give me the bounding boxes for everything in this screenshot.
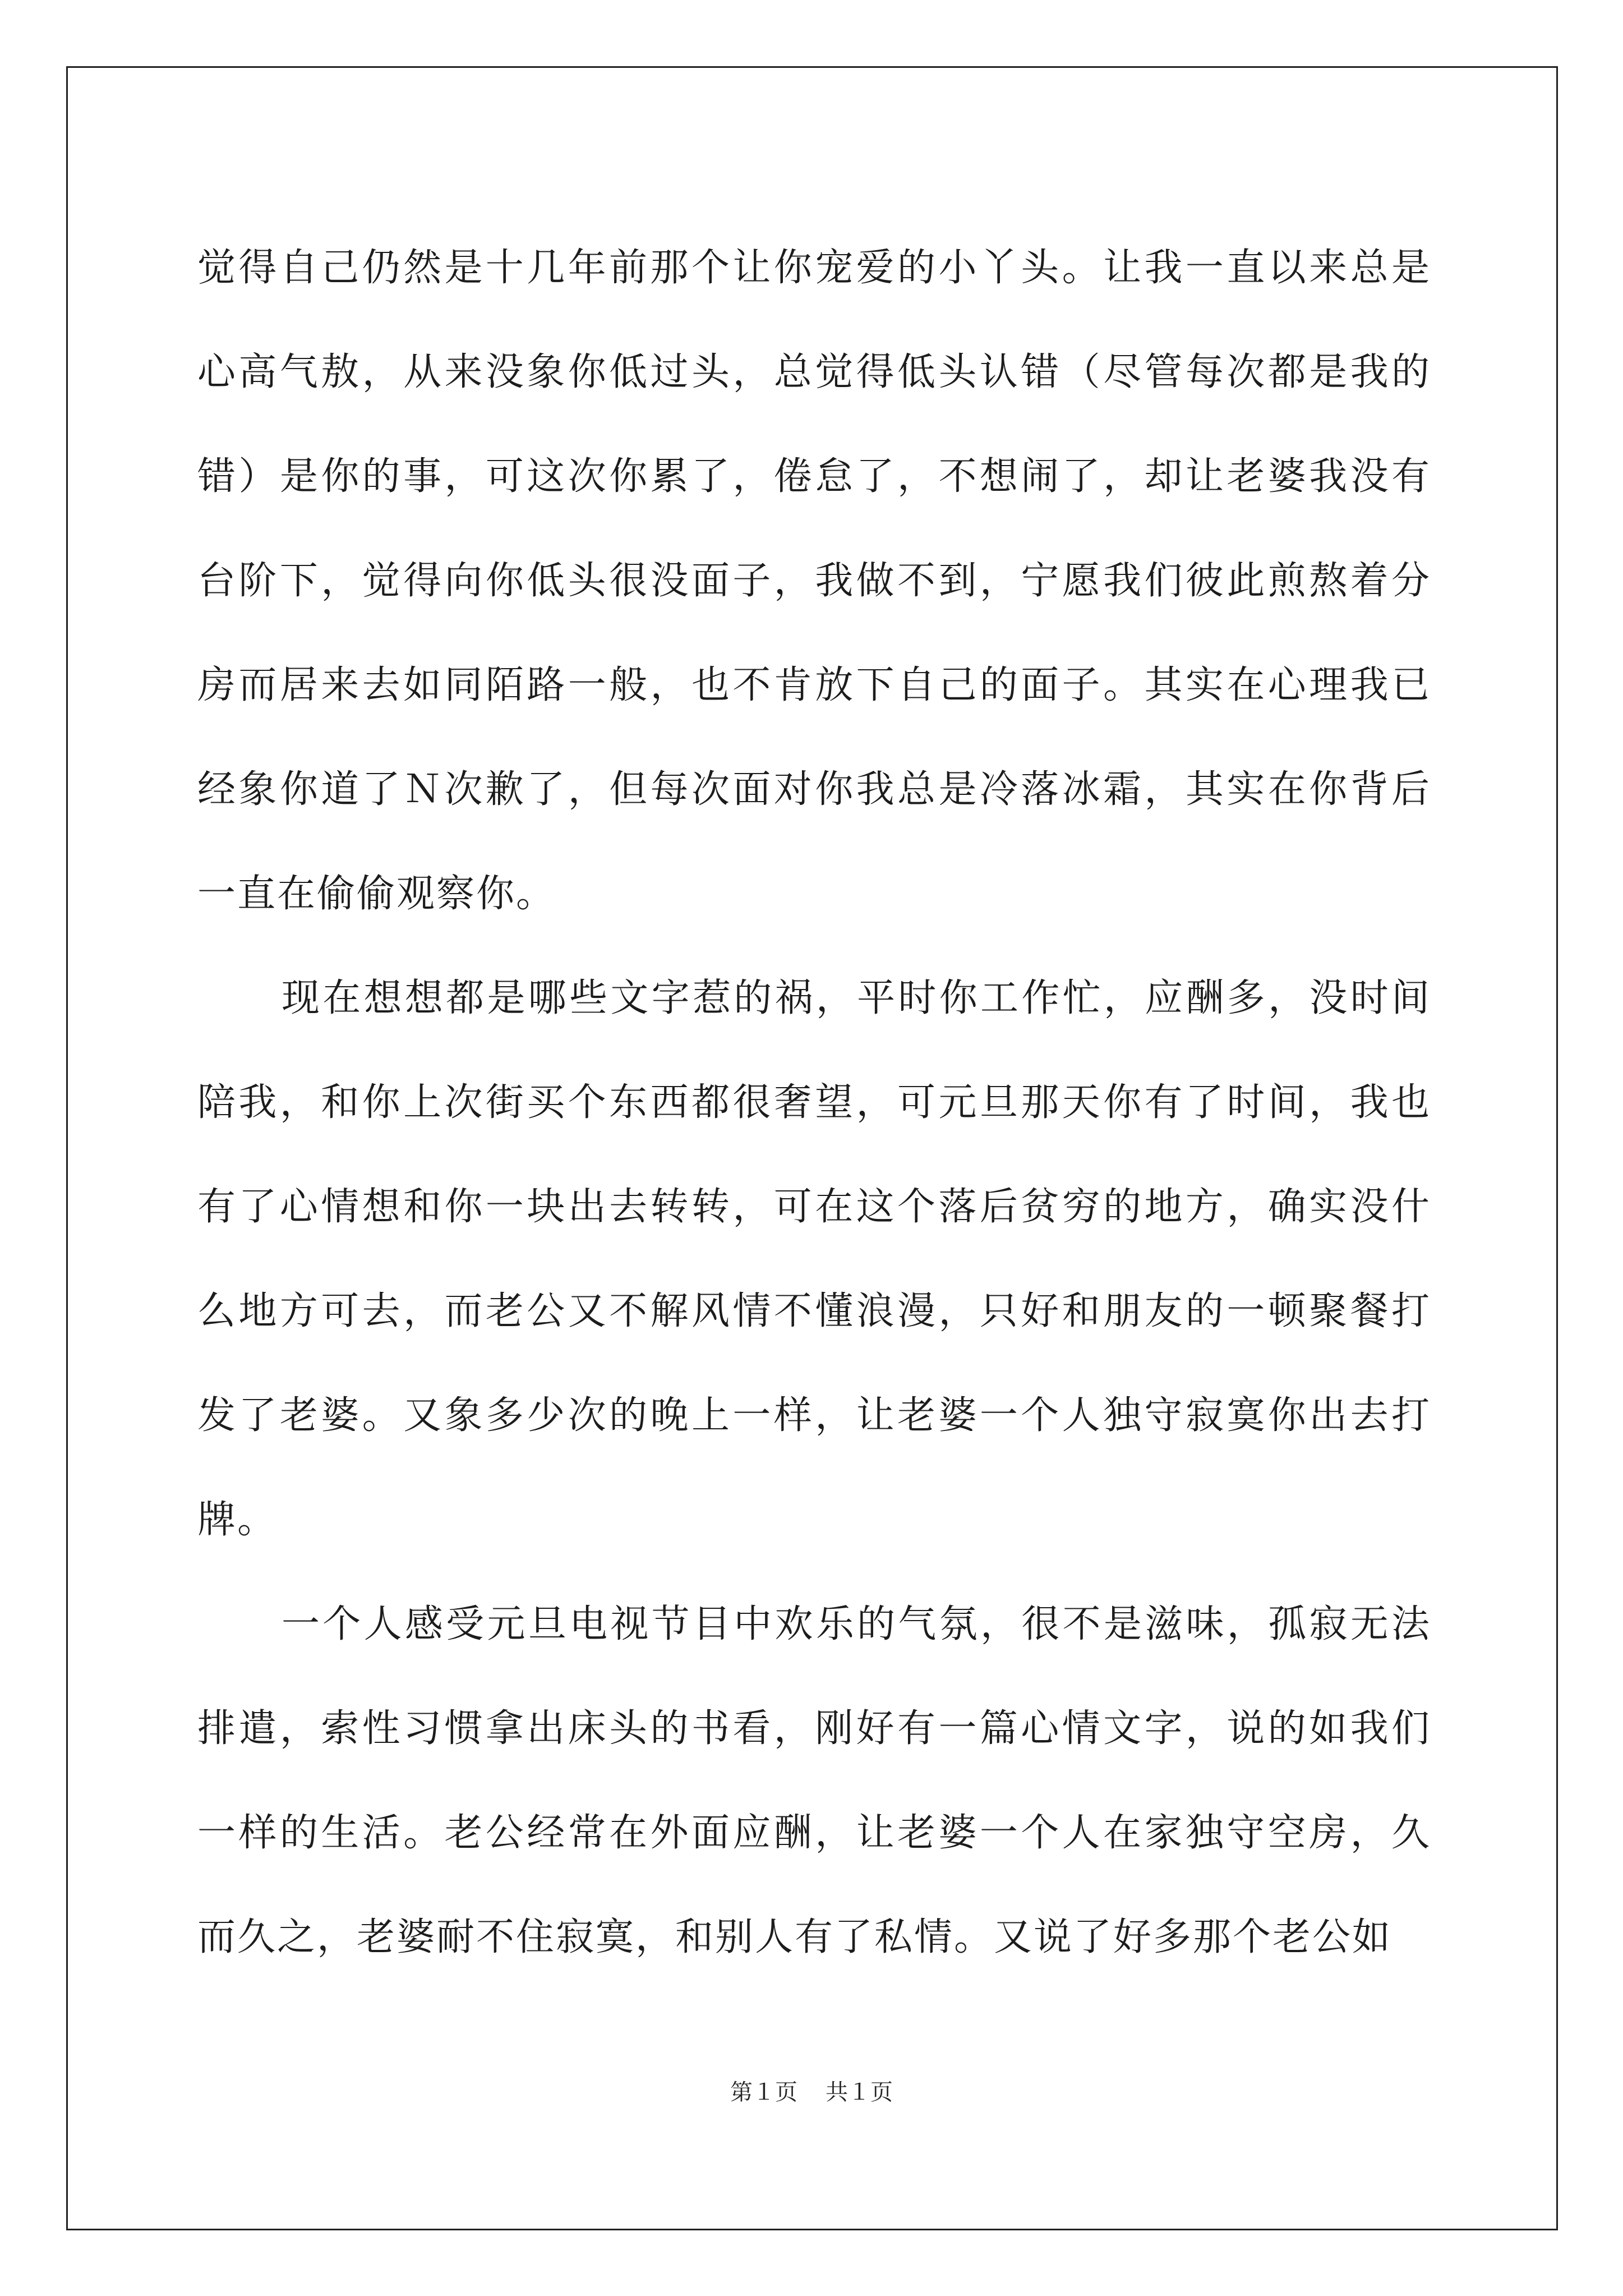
paragraph-3: 一个人感受元旦电视节目中欢乐的气氛，很不是滋味，孤寂无法排遣，索性习惯拿出床头的书看，刚好有一篇心情文字，说的如我们一样的生活。老公经常在外面应酬，让老婆一个人在家独守空房，久而久之，老婆耐不住寂寞，和别人有了私情。又说了好多那个老公如: [197, 1602, 1431, 1959]
paragraph-1: 觉得自己仍然是十几年前那个让你宠爱的小丫头。让我一直以来总是心高气敖，从来没象你低过头，总觉得低头认错（尽管每次都是我的错）是你的事，可这次你累了，倦怠了，不想闹了，却让老婆我没有台阶下，觉得向你低头很没面子，我做不到，宁愿我们彼此煎熬着分房而居来去如同陌路一般，也不肯放下自己的面子。其实在心理我已经象你道了Ｎ次歉了，但每次面对你我总是冷落冰霜，其实在你背后一直在偷偷观察你。: [197, 246, 1431, 916]
page-footer: [0, 2078, 1623, 2106]
document-body: [197, 216, 1431, 1990]
paragraph-2: 现在想想都是哪些文字惹的祸，平时你工作忙，应酬多，没时间陪我，和你上次街买个东西都很奢望，可元旦那天你有了时间，我也有了心情想和你一块出去转转，可在这个落后贫穷的地方，确实没什么地方可去，而老公又不解风情不懂浪漫，只好和朋友的一顿聚餐打发了老婆。又象多少次的晚上一样，让老婆一个人独守寂寞你出去打牌。: [197, 976, 1431, 1542]
page-total: 共１页: [826, 2079, 893, 2105]
page-number: 第１页: [730, 2079, 797, 2105]
